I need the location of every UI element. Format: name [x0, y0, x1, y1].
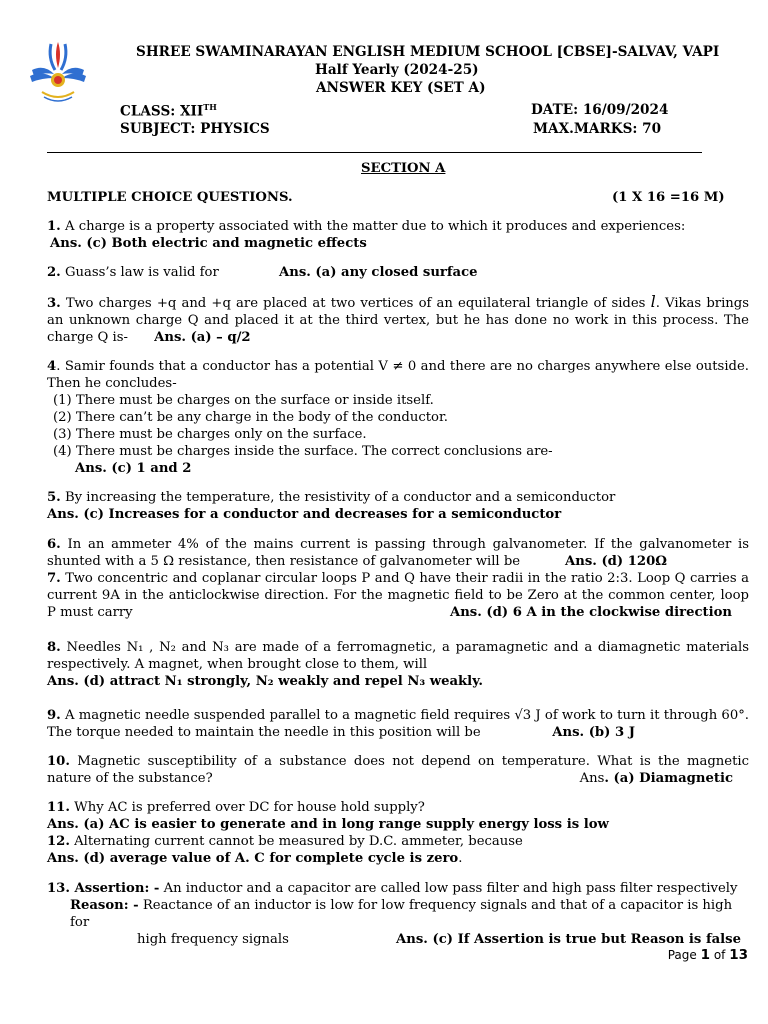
section-title: SECTION A: [361, 161, 446, 176]
answer-12: Ans. (d) average value of A. C for complete cycle is zero.: [47, 851, 463, 866]
answer-5: Ans. (c) Increases for a conductor and decreases for a semiconductor: [47, 507, 562, 522]
subject-label: SUBJECT: PHYSICS: [120, 121, 270, 137]
mcq-heading: MULTIPLE CHOICE QUESTIONS.: [47, 190, 293, 205]
q4-option-2: (2) There can’t be any charge in the body of the conductor.: [53, 410, 448, 425]
exam-date: DATE: 16/09/2024: [531, 102, 669, 118]
q4-option-1: (1) There must be charges on the surface or inside itself.: [53, 393, 434, 408]
page-number: Page 1 of 13: [667, 947, 748, 963]
q4-option-3: (3) There must be charges only on the surface.: [53, 427, 367, 442]
answer-10: Ans. (a) Diamagnetic: [579, 771, 733, 786]
mcq-marks: (1 X 16 =16 M): [612, 190, 725, 205]
class-label: CLASS: XIITH: [120, 102, 217, 120]
max-marks: MAX.MARKS: 70: [533, 121, 662, 137]
answer-8: Ans. (d) attract N₁ strongly, N₂ weakly and repel N₃ weakly.: [47, 674, 483, 689]
answer-4: Ans. (c) 1 and 2: [75, 461, 192, 476]
header-divider: [47, 152, 702, 153]
question-5: 5. By increasing the temperature, the resistivity of a conductor and a semiconductor Ans. (c) Increases for a conductor and decreases for a semiconductor: [47, 489, 749, 523]
question-2: 2. Guass’s law is valid for Ans. (a) any closed surface: [47, 265, 478, 280]
question-8: 8. Needles N₁ , N₂ and N₃ are made of a ferromagnetic, a paramagnetic and a diamagnetic materials respectively. A magnet, when brought close to them, will Ans. (d) attract N₁ strongly, N₂ weakly and repel N₃ weakly.: [47, 640, 749, 689]
question-4: 4. Samir founds that a conductor has a potential V ≠ 0 and there are no charges anywhere else outside. Then he concludes- (1) There must be charges on the surface or inside itself. (2) There can’t be any charge in the body of the conductor. (3) There must be charges only on the surface. (4) There must be charges inside the surface. The correct conclusions are- Ans. (c) 1 and 2: [47, 359, 749, 476]
answer-3: Ans. (a) – q/2: [154, 330, 251, 345]
answer-6: Ans. (d) 120Ω: [565, 554, 667, 569]
answer-key-title: ANSWER KEY (SET A): [316, 80, 486, 96]
question-12: 12. Alternating current cannot be measured by D.C. ammeter, because: [47, 834, 523, 849]
question-7: 7. Two concentric and coplanar circular loops P and Q have their radii in the ratio 2:3. Loop Q carries a current 9A in the anticlockwise direction. For the magnetic field to be Zero at the common center, loop P must carry Ans. (d) 6 A in the clockwise direction: [47, 571, 749, 620]
answer-13: Ans. (c) If Assertion is true but Reason is false: [396, 932, 741, 947]
question-9: 9. A magnetic needle suspended parallel to a magnetic field requires √3 J of work to turn it through 60°. The torque needed to maintain the needle in this position will be Ans. (b) 3 J: [47, 708, 749, 740]
question-6: 6. In an ammeter 4% of the mains current is passing through galvanometer. If the galvanometer is shunted with a 5 Ω resistance, then resistance of galvanometer will be Ans. (d) 120Ω: [47, 537, 749, 569]
question-13: 13. Assertion: - An inductor and a capacitor are called low pass filter and high pass filter respectively Reason: - Reactance of an inductor is low for low frequency signals and that of a capacitor is high for high frequency signals Ans. (c) If Assertion is true but Reason is false: [47, 881, 741, 947]
answer-11: Ans. (a) AC is easier to generate and in long range supply energy loss is low: [47, 817, 609, 832]
answer-1: Ans. (c) Both electric and magnetic effects: [50, 236, 367, 251]
answer-2: Ans. (a) any closed surface: [279, 265, 478, 280]
answer-9: Ans. (b) 3 J: [552, 725, 635, 740]
question-1: 1. A charge is a property associated with the matter due to which it produces and experiences: Ans. (c) Both electric and magnetic effects: [47, 218, 749, 252]
exam-title: Half Yearly (2024-25): [315, 62, 479, 78]
school-name: SHREE SWAMINARAYAN ENGLISH MEDIUM SCHOOL [CBSE]-SALVAV, VAPI: [136, 44, 720, 60]
question-3: 3. Two charges +q and +q are placed at two vertices of an equilateral triangle of sides l. Vikas brings an unknown charge Q and placed it at the third vertex, but he has done no work in this process. The charge Q is- Ans. (a) – q/2: [47, 292, 749, 345]
answer-7: Ans. (d) 6 A in the clockwise direction: [449, 605, 732, 620]
question-11: 11. Why AC is preferred over DC for house hold supply? Ans. (a) AC is easier to generate and in long range supply energy loss is low 12. Alternating current cannot be measured by D.C. ammeter, because Ans. (d) average value of A. C for complete cycle is zero.: [47, 799, 749, 867]
question-10: 10. Magnetic susceptibility of a substance does not depend on temperature. What is the magnetic nature of the substance? Ans. (a) Diamagnetic: [47, 754, 749, 786]
school-logo: [28, 40, 88, 106]
q4-option-4: (4) There must be charges inside the surface. The correct conclusions are-: [53, 444, 553, 459]
